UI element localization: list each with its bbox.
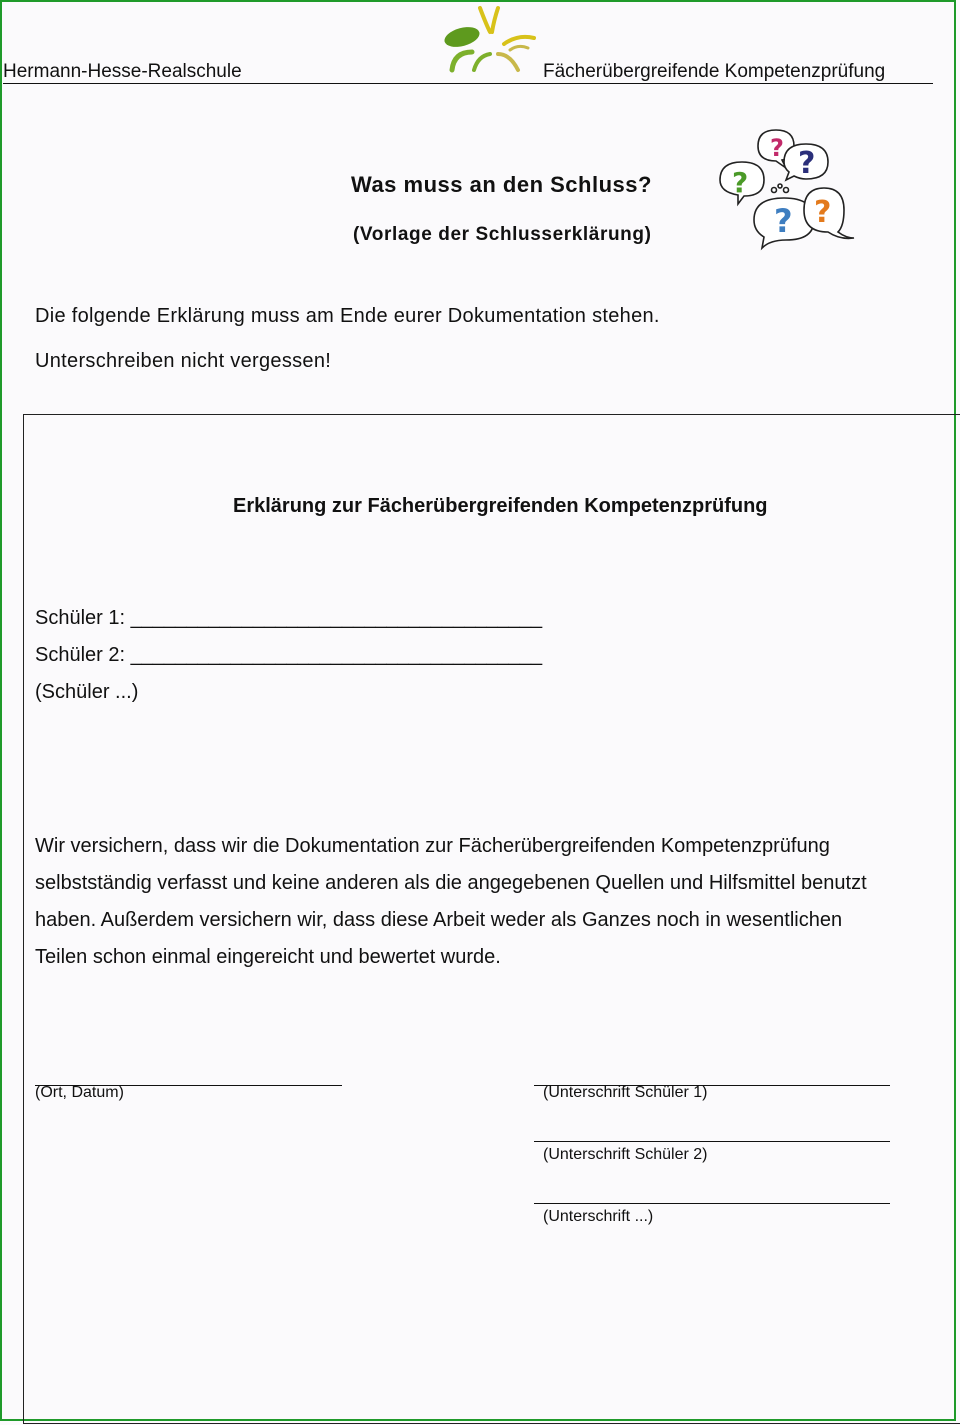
place-date-caption: (Ort, Datum): [35, 1084, 124, 1101]
exam-name: Fächerübergreifende Kompetenzprüfung: [543, 61, 886, 82]
signature-more-line[interactable]: [534, 1203, 890, 1204]
student-1-field[interactable]: Schüler 1: _____________________________________: [35, 607, 543, 629]
svg-text:?: ?: [774, 202, 793, 240]
svg-text:?: ?: [798, 146, 816, 181]
signature-1-caption: (Unterschrift Schüler 1): [543, 1084, 708, 1101]
instruction-line-2: Unterschreiben nicht vergessen!: [35, 350, 332, 372]
question-bubbles-icon: [716, 128, 861, 261]
header-rule: [3, 83, 933, 84]
svg-text:?: ?: [732, 166, 749, 199]
page-subtitle: (Vorlage der Schlusserklärung): [353, 224, 652, 245]
student-2-field[interactable]: Schüler 2: _____________________________________: [35, 644, 543, 666]
signature-more-caption: (Unterschrift ...): [543, 1208, 654, 1225]
svg-text:?: ?: [814, 195, 832, 230]
signature-2-caption: (Unterschrift Schüler 2): [543, 1146, 708, 1163]
declaration-statement: Wir versichern, dass wir die Dokumentation zur Fächerübergreifenden Kompetenzprüfung selbstständig verfasst und keine anderen als die angegebenen Quellen und Hilfsmittel benutzt haben. Außerdem versichern wir, dass diese Arbeit weder als Ganzes noch in wesentlichen Teilen schon einmal eingereicht und bewertet wurde.: [35, 835, 867, 968]
page-title: Was muss an den Schluss?: [351, 172, 652, 197]
student-more-field: (Schüler ...): [35, 681, 139, 703]
svg-text:?: ?: [770, 134, 784, 162]
declaration-title: Erklärung zur Fächerübergreifenden Kompetenzprüfung: [233, 495, 768, 517]
school-name: Hermann-Hesse-Realschule: [3, 61, 242, 82]
school-logo: [438, 4, 538, 81]
signature-2-line[interactable]: [534, 1141, 890, 1142]
instruction-line-1: Die folgende Erklärung muss am Ende eurer Dokumentation stehen.: [35, 305, 660, 327]
